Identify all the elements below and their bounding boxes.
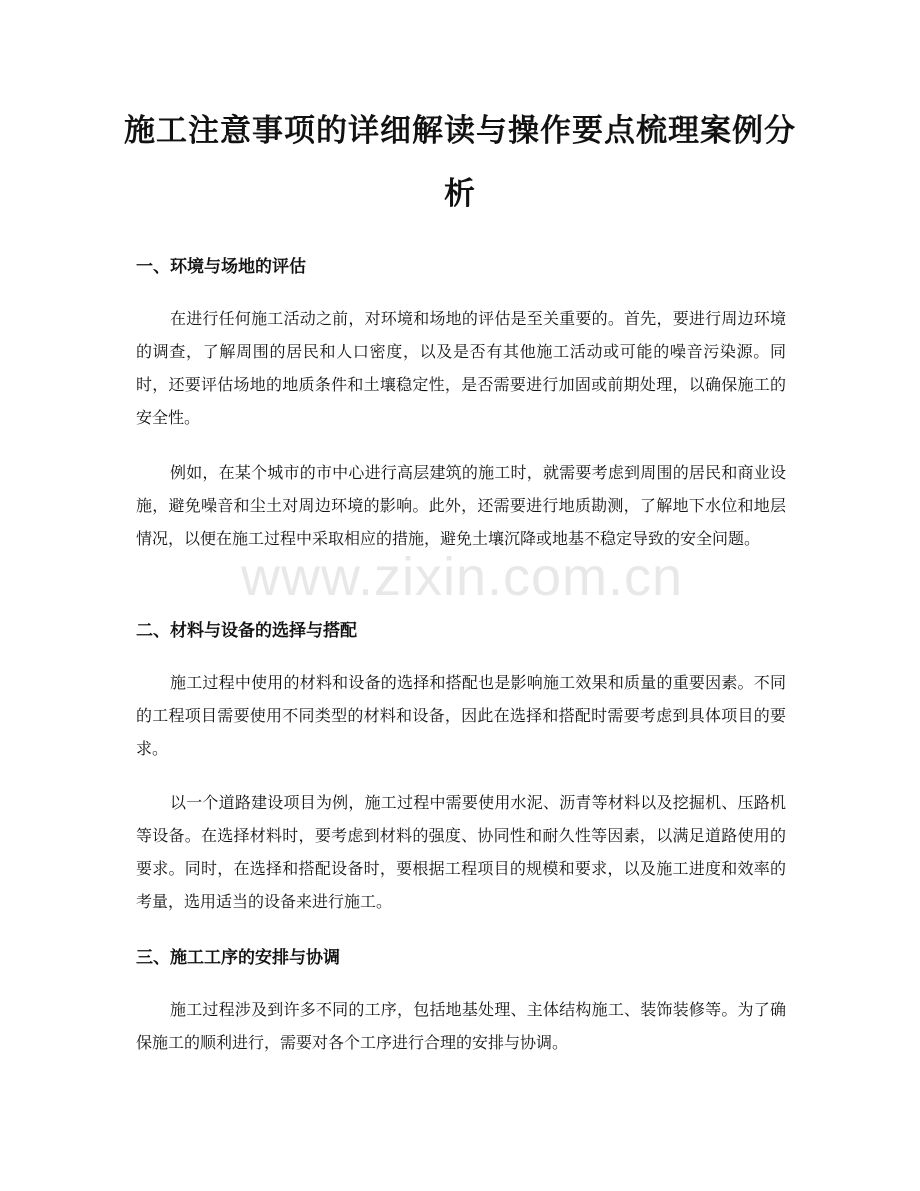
section-heading-1: 一、环境与场地的评估 bbox=[136, 257, 306, 277]
section-1-paragraph-1: 在进行任何施工活动之前，对环境和场地的评估是至关重要的。首先，要进行周边环境的调查，了解周围的居民和人口密度，以及是否有其他施工活动或可能的噪音污染源。同时，还要评估场地的地质条件和土壤稳定性，是否需要进行加固或前期处理，以确保施工的安全性。 bbox=[136, 309, 786, 427]
section-2-paragraph-1: 施工过程中使用的材料和设备的选择和搭配也是影响施工效果和质量的重要因素。不同的工程项目需要使用不同类型的材料和设备，因此在选择和搭配时需要考虑到具体项目的要求。 bbox=[136, 673, 786, 758]
section-2-paragraph-2: 以一个道路建设项目为例，施工过程中需要使用水泥、沥青等材料以及挖掘机、压路机等设备。在选择材料时，要考虑到材料的强度、协同性和耐久性等因素，以满足道路使用的要求。同时，在选择和搭配设备时，要根据工程项目的规模和要求，以及施工进度和效率的考量，选用适当的设备来进行施工。 bbox=[136, 793, 786, 911]
section-heading-2: 二、材料与设备的选择与搭配 bbox=[136, 621, 357, 641]
watermark-text: www.zixin.com.cn bbox=[240, 547, 684, 607]
section-heading-3: 三、施工工序的安排与协调 bbox=[136, 948, 340, 968]
section-3-paragraph-1: 施工过程涉及到许多不同的工序，包括地基处理、主体结构施工、装饰装修等。为了确保施工的顺利进行，需要对各个工序进行合理的安排与协调。 bbox=[136, 1000, 786, 1052]
document-title: 施工注意事项的详细解读与操作要点梳理案例分析 bbox=[124, 113, 796, 212]
section-1-paragraph-2: 例如，在某个城市的市中心进行高层建筑的施工时，就需要考虑到周围的居民和商业设施，避免噪音和尘土对周边环境的影响。此外，还需要进行地质勘测，了解地下水位和地层情况，以便在施工过程中采取相应的措施，避免土壤沉降或地基不稳定导致的安全问题。 bbox=[136, 463, 786, 548]
